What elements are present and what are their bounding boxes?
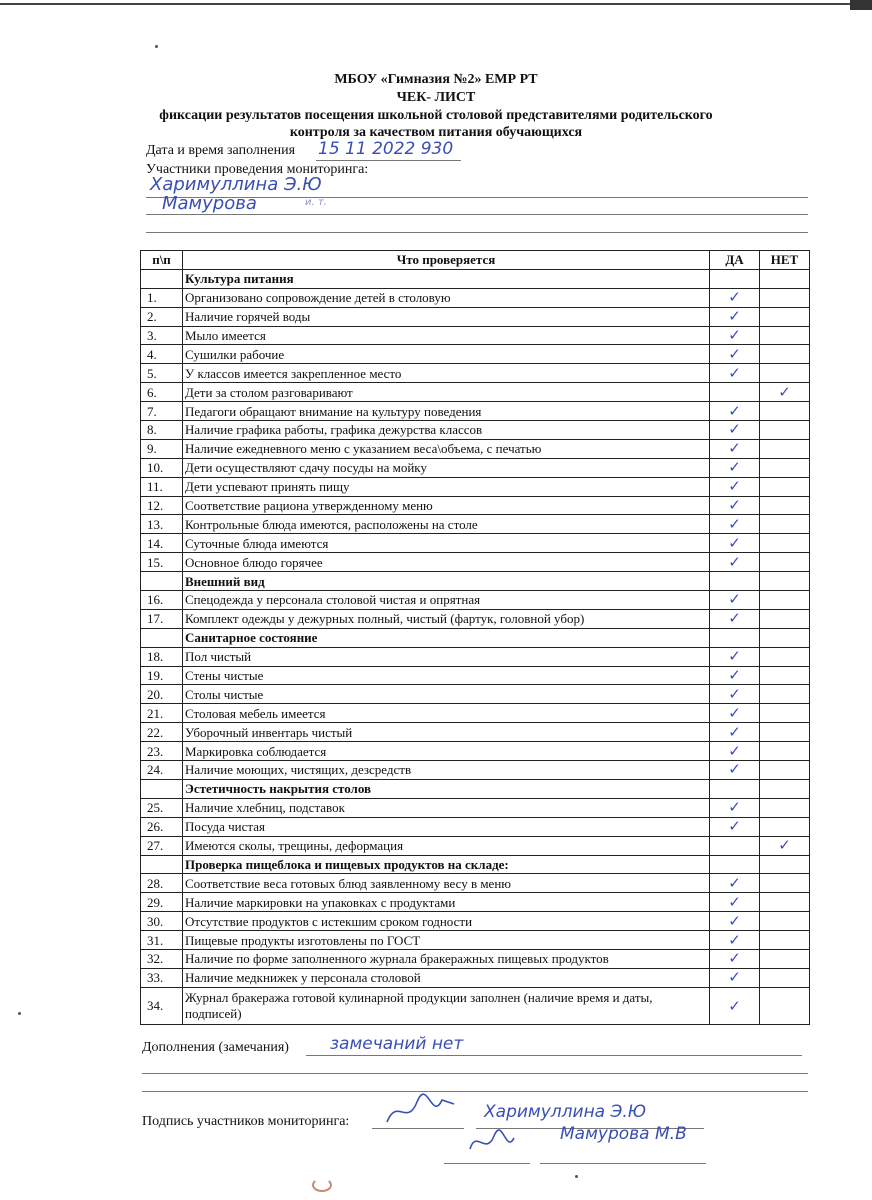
- row-number: 10.: [141, 458, 183, 477]
- check-mark-icon: ✓: [728, 590, 741, 609]
- table-row: [141, 364, 810, 383]
- table-row: [141, 458, 810, 477]
- signature-scribble-2: [462, 1124, 522, 1164]
- row-number: 15.: [141, 553, 183, 572]
- col-no-header: НЕТ: [760, 251, 810, 270]
- section-num-cell: [141, 628, 183, 647]
- no-cell[interactable]: [760, 987, 810, 1024]
- row-criterion: Наличие моющих, чистящих, дезсредств: [183, 761, 710, 780]
- doc-subtitle-line2: контроля за качеством питания обучающихся: [289, 125, 583, 140]
- row-criterion: Наличие хлебниц, подставок: [183, 798, 710, 817]
- no-cell[interactable]: [760, 666, 810, 685]
- no-cell[interactable]: [760, 591, 810, 610]
- signature-1-name[interactable]: Харимуллина Э.Ю: [484, 1102, 647, 1122]
- col-num-header: п\п: [141, 251, 183, 270]
- signature-2-name[interactable]: Мамурова М.В: [560, 1124, 687, 1144]
- yes-cell[interactable]: [710, 515, 760, 534]
- check-mark-icon: ✓: [728, 420, 741, 439]
- check-mark-icon: ✓: [778, 836, 791, 855]
- yes-cell[interactable]: [710, 439, 760, 458]
- check-mark-icon: ✓: [728, 817, 741, 836]
- check-mark-icon: ✓: [728, 344, 741, 363]
- check-mark-icon: ✓: [728, 514, 741, 533]
- check-mark-icon: ✓: [728, 477, 741, 496]
- yes-cell[interactable]: [710, 742, 760, 761]
- org-name: МБОУ «Гимназия №2» ЕМР РТ: [334, 72, 538, 87]
- check-mark-icon: ✓: [728, 533, 741, 552]
- row-number: 5.: [141, 364, 183, 383]
- table-row: [141, 591, 810, 610]
- section-num-cell: [141, 779, 183, 798]
- yes-cell[interactable]: [710, 931, 760, 950]
- no-cell[interactable]: [760, 685, 810, 704]
- check-mark-icon: ✓: [728, 741, 741, 760]
- check-mark-icon: ✓: [728, 911, 741, 930]
- row-number: 13.: [141, 515, 183, 534]
- row-criterion: Имеются сколы, трещины, деформация: [183, 836, 710, 855]
- row-number: 31.: [141, 931, 183, 950]
- row-number: 6.: [141, 383, 183, 402]
- scan-edge-mark: [850, 0, 872, 10]
- section-yes-cell: [710, 628, 760, 647]
- no-cell[interactable]: [760, 968, 810, 987]
- notes-line-1: [306, 1055, 802, 1056]
- no-cell[interactable]: [760, 836, 810, 855]
- row-criterion: У классов имеется закрепленное место: [183, 364, 710, 383]
- check-mark-icon: ✓: [728, 892, 741, 911]
- table-row: [141, 515, 810, 534]
- section-yes-cell: [710, 779, 760, 798]
- row-number: 17.: [141, 609, 183, 628]
- row-number: 8.: [141, 421, 183, 440]
- yes-cell[interactable]: [710, 326, 760, 345]
- yes-cell[interactable]: [710, 704, 760, 723]
- yes-cell[interactable]: [710, 496, 760, 515]
- section-no-cell: [760, 572, 810, 591]
- section-row: [141, 779, 810, 798]
- no-cell[interactable]: [760, 723, 810, 742]
- yes-cell[interactable]: [710, 666, 760, 685]
- yes-cell[interactable]: [710, 987, 760, 1024]
- scan-speck: [18, 1012, 21, 1015]
- yes-cell[interactable]: [710, 647, 760, 666]
- row-number: 2.: [141, 307, 183, 326]
- row-number: 30.: [141, 912, 183, 931]
- yes-cell[interactable]: [710, 364, 760, 383]
- section-row: [141, 269, 810, 288]
- table-row: [141, 685, 810, 704]
- row-number: 16.: [141, 591, 183, 610]
- table-row: [141, 647, 810, 666]
- yes-cell[interactable]: [710, 421, 760, 440]
- no-cell[interactable]: [760, 307, 810, 326]
- no-cell[interactable]: [760, 383, 810, 402]
- no-cell[interactable]: [760, 288, 810, 307]
- no-cell[interactable]: [760, 761, 810, 780]
- table-row: [141, 742, 810, 761]
- no-cell[interactable]: [760, 931, 810, 950]
- notes-label: Дополнения (замечания): [142, 1040, 289, 1055]
- signature-line-4: [540, 1163, 706, 1164]
- check-mark-icon: ✓: [728, 930, 741, 949]
- table-row: [141, 836, 810, 855]
- check-mark-icon: ✓: [728, 873, 741, 892]
- yes-cell[interactable]: [710, 609, 760, 628]
- table-row: [141, 931, 810, 950]
- section-yes-cell: [710, 855, 760, 874]
- no-cell[interactable]: [760, 477, 810, 496]
- table-row: [141, 874, 810, 893]
- no-cell[interactable]: [760, 893, 810, 912]
- table-row: [141, 383, 810, 402]
- row-number: 3.: [141, 326, 183, 345]
- row-criterion: Соответствие веса готовых блюд заявленному весу в меню: [183, 874, 710, 893]
- check-mark-icon: ✓: [728, 703, 741, 722]
- row-criterion: Комплект одежды у дежурных полный, чистый (фартук, головной убор): [183, 609, 710, 628]
- yes-cell[interactable]: [710, 288, 760, 307]
- table-row: [141, 307, 810, 326]
- yes-cell[interactable]: [710, 307, 760, 326]
- no-cell[interactable]: [760, 647, 810, 666]
- table-row: [141, 439, 810, 458]
- row-criterion: Дети за столом разговаривают: [183, 383, 710, 402]
- no-cell[interactable]: [760, 421, 810, 440]
- section-title: Внешний вид: [183, 572, 710, 591]
- date-underline: [316, 160, 461, 161]
- check-mark-icon: ✓: [728, 609, 741, 628]
- no-cell[interactable]: [760, 874, 810, 893]
- row-number: 21.: [141, 704, 183, 723]
- participants-line-3: [146, 232, 808, 233]
- notes-line-2: [142, 1073, 808, 1074]
- scan-smudge: [312, 1178, 332, 1192]
- row-number: 14.: [141, 534, 183, 553]
- check-mark-icon: ✓: [728, 496, 741, 515]
- row-criterion: Стены чистые: [183, 666, 710, 685]
- table-row: [141, 723, 810, 742]
- row-criterion: Соответствие рациона утвержденному меню: [183, 496, 710, 515]
- no-cell[interactable]: [760, 798, 810, 817]
- section-title: Проверка пищеблока и пищевых продуктов на складе:: [183, 855, 710, 874]
- table-row: [141, 609, 810, 628]
- table-row: [141, 534, 810, 553]
- row-number: 1.: [141, 288, 183, 307]
- table-row: [141, 496, 810, 515]
- row-number: 24.: [141, 761, 183, 780]
- check-mark-icon: ✓: [728, 363, 741, 382]
- table-row: [141, 553, 810, 572]
- section-num-cell: [141, 572, 183, 591]
- section-yes-cell: [710, 572, 760, 591]
- table-row: [141, 761, 810, 780]
- row-number: 28.: [141, 874, 183, 893]
- table-row: [141, 666, 810, 685]
- no-cell[interactable]: [760, 515, 810, 534]
- table-row: [141, 421, 810, 440]
- row-number: 27.: [141, 836, 183, 855]
- yes-cell[interactable]: [710, 761, 760, 780]
- row-criterion: Столы чистые: [183, 685, 710, 704]
- yes-cell[interactable]: [710, 402, 760, 421]
- no-cell[interactable]: [760, 402, 810, 421]
- check-mark-icon: ✓: [728, 722, 741, 741]
- no-cell[interactable]: [760, 609, 810, 628]
- table-row: [141, 326, 810, 345]
- row-criterion: Дети осуществляют сдачу посуды на мойку: [183, 458, 710, 477]
- section-title: Эстетичность накрытия столов: [183, 779, 710, 798]
- section-title: Культура питания: [183, 269, 710, 288]
- table-row: [141, 402, 810, 421]
- yes-cell[interactable]: [710, 912, 760, 931]
- check-mark-icon: ✓: [728, 996, 741, 1015]
- col-what-header: Что проверяется: [183, 251, 710, 270]
- no-cell[interactable]: [760, 949, 810, 968]
- row-number: 25.: [141, 798, 183, 817]
- signature-line-1: [372, 1128, 464, 1129]
- checklist-table: [140, 250, 810, 1025]
- yes-cell[interactable]: [710, 874, 760, 893]
- section-no-cell: [760, 269, 810, 288]
- row-criterion: Мыло имеется: [183, 326, 710, 345]
- row-criterion: Контрольные блюда имеются, расположены на столе: [183, 515, 710, 534]
- table-row: [141, 949, 810, 968]
- table-row: [141, 912, 810, 931]
- table-row: [141, 345, 810, 364]
- section-no-cell: [760, 628, 810, 647]
- participant-2-extra: и. т.: [305, 197, 327, 208]
- scan-speck: [155, 45, 158, 48]
- row-criterion: Уборочный инвентарь чистый: [183, 723, 710, 742]
- yes-cell[interactable]: [710, 968, 760, 987]
- check-mark-icon: ✓: [728, 326, 741, 344]
- doc-title: ЧЕК- ЛИСТ: [396, 90, 476, 105]
- check-mark-icon: ✓: [728, 401, 741, 420]
- no-cell[interactable]: [760, 912, 810, 931]
- section-row: [141, 628, 810, 647]
- date-value[interactable]: 15 11 2022 930: [318, 139, 454, 159]
- no-cell[interactable]: [760, 553, 810, 572]
- row-criterion: Организовано сопровождение детей в столовую: [183, 288, 710, 307]
- row-number: 7.: [141, 402, 183, 421]
- yes-cell[interactable]: [710, 534, 760, 553]
- section-num-cell: [141, 269, 183, 288]
- participants-line-2: [146, 214, 808, 215]
- section-num-cell: [141, 855, 183, 874]
- yes-cell[interactable]: [710, 383, 760, 402]
- check-mark-icon: ✓: [778, 382, 791, 401]
- row-criterion: Суточные блюда имеются: [183, 534, 710, 553]
- table-row: [141, 798, 810, 817]
- check-mark-icon: ✓: [728, 760, 741, 779]
- yes-cell[interactable]: [710, 591, 760, 610]
- row-criterion: Отсутствие продуктов с истекшим сроком годности: [183, 912, 710, 931]
- no-cell[interactable]: [760, 458, 810, 477]
- check-mark-icon: ✓: [728, 968, 741, 987]
- row-number: 12.: [141, 496, 183, 515]
- row-number: 11.: [141, 477, 183, 496]
- row-criterion: Столовая мебель имеется: [183, 704, 710, 723]
- yes-cell[interactable]: [710, 345, 760, 364]
- row-criterion: Дети успевают принять пищу: [183, 477, 710, 496]
- row-criterion: Спецодежда у персонала столовой чистая и опрятная: [183, 591, 710, 610]
- yes-cell[interactable]: [710, 949, 760, 968]
- yes-cell[interactable]: [710, 798, 760, 817]
- section-title: Санитарное состояние: [183, 628, 710, 647]
- no-cell[interactable]: [760, 817, 810, 836]
- row-criterion: Журнал бракеража готовой кулинарной продукции заполнен (наличие время и даты, подписей): [183, 987, 710, 1024]
- table-row: [141, 893, 810, 912]
- yes-cell[interactable]: [710, 477, 760, 496]
- row-number: 26.: [141, 817, 183, 836]
- no-cell[interactable]: [760, 704, 810, 723]
- row-criterion: Педагоги обращают внимание на культуру поведения: [183, 402, 710, 421]
- row-criterion: Пищевые продукты изготовлены по ГОСТ: [183, 931, 710, 950]
- section-no-cell: [760, 855, 810, 874]
- row-criterion: Наличие медкнижек у персонала столовой: [183, 968, 710, 987]
- row-number: 23.: [141, 742, 183, 761]
- doc-subtitle-line1: фиксации результатов посещения школьной столовой представителями родительского: [159, 108, 713, 123]
- yes-cell[interactable]: [710, 685, 760, 704]
- row-criterion: Маркировка соблюдается: [183, 742, 710, 761]
- no-cell[interactable]: [760, 534, 810, 553]
- table-header-row: [141, 251, 810, 270]
- no-cell[interactable]: [760, 439, 810, 458]
- row-criterion: Наличие графика работы, графика дежурства классов: [183, 421, 710, 440]
- yes-cell[interactable]: [710, 458, 760, 477]
- section-yes-cell: [710, 269, 760, 288]
- row-number: 9.: [141, 439, 183, 458]
- date-label: Дата и время заполнения: [146, 143, 296, 158]
- check-mark-icon: ✓: [728, 288, 741, 307]
- check-mark-icon: ✓: [728, 666, 741, 685]
- participant-2[interactable]: Мамурова: [162, 193, 257, 214]
- row-number: 34.: [141, 987, 183, 1024]
- yes-cell[interactable]: [710, 893, 760, 912]
- table-row: [141, 817, 810, 836]
- row-number: 20.: [141, 685, 183, 704]
- table-row: [141, 987, 810, 1024]
- signature-line-3: [444, 1163, 530, 1164]
- no-cell[interactable]: [760, 742, 810, 761]
- section-no-cell: [760, 779, 810, 798]
- row-number: 22.: [141, 723, 183, 742]
- row-number: 29.: [141, 893, 183, 912]
- no-cell[interactable]: [760, 345, 810, 364]
- col-yes-header: ДА: [710, 251, 760, 270]
- check-mark-icon: ✓: [728, 647, 741, 666]
- signature-scribble-1: [382, 1092, 462, 1132]
- check-mark-icon: ✓: [728, 949, 741, 968]
- row-criterion: Основное блюдо горячее: [183, 553, 710, 572]
- check-mark-icon: ✓: [728, 552, 741, 571]
- table-row: [141, 477, 810, 496]
- check-mark-icon: ✓: [728, 307, 741, 326]
- no-cell[interactable]: [760, 326, 810, 345]
- row-number: 18.: [141, 647, 183, 666]
- participant-1[interactable]: Харимуллина Э.Ю: [150, 174, 322, 195]
- row-criterion: Посуда чистая: [183, 817, 710, 836]
- check-mark-icon: ✓: [728, 684, 741, 703]
- notes-line-3: [142, 1091, 808, 1092]
- no-cell[interactable]: [760, 496, 810, 515]
- yes-cell[interactable]: [710, 836, 760, 855]
- row-number: 32.: [141, 949, 183, 968]
- scan-speck: [575, 1175, 578, 1178]
- yes-cell[interactable]: [710, 817, 760, 836]
- row-criterion: Сушилки рабочие: [183, 345, 710, 364]
- row-number: 4.: [141, 345, 183, 364]
- row-criterion: Наличие маркировки на упаковках с продуктами: [183, 893, 710, 912]
- row-criterion: Наличие горячей воды: [183, 307, 710, 326]
- table-row: [141, 704, 810, 723]
- check-mark-icon: ✓: [728, 458, 741, 477]
- participants-label: Участники проведения мониторинга:: [146, 162, 369, 177]
- row-criterion: Пол чистый: [183, 647, 710, 666]
- yes-cell[interactable]: [710, 553, 760, 572]
- row-number: 33.: [141, 968, 183, 987]
- yes-cell[interactable]: [710, 723, 760, 742]
- signature-label: Подпись участников мониторинга:: [142, 1114, 350, 1129]
- table-row: [141, 968, 810, 987]
- row-criterion: Наличие ежедневного меню с указанием веса\объема, с печатью: [183, 439, 710, 458]
- check-mark-icon: ✓: [728, 798, 741, 817]
- table-row: [141, 288, 810, 307]
- section-row: [141, 572, 810, 591]
- notes-value[interactable]: замечаний нет: [330, 1034, 464, 1054]
- row-criterion: Наличие по форме заполненного журнала бракеражных пищевых продуктов: [183, 949, 710, 968]
- check-mark-icon: ✓: [728, 439, 741, 458]
- no-cell[interactable]: [760, 364, 810, 383]
- section-row: [141, 855, 810, 874]
- scan-edge-line: [0, 3, 872, 5]
- row-number: 19.: [141, 666, 183, 685]
